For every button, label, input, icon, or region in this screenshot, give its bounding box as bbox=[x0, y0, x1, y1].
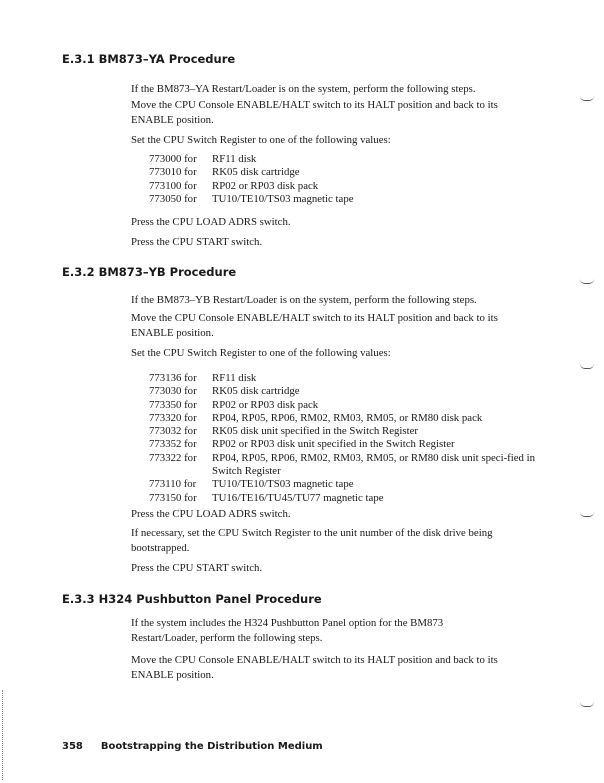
page-number: 358 bbox=[62, 741, 83, 752]
value-desc: RP02 or RP03 disk pack bbox=[212, 179, 319, 192]
paragraph: Move the CPU Console ENABLE/HALT switch to its HALT position and back to its ENABLE position. bbox=[131, 654, 498, 681]
value-code: 773050 for bbox=[149, 192, 197, 205]
list-item bbox=[149, 425, 552, 438]
value-desc: RP02 or RP03 disk pack bbox=[212, 398, 319, 411]
paragraph: Press the CPU LOAD ADRS switch. bbox=[131, 508, 291, 520]
paragraph: Set the CPU Switch Register to one of the following values: bbox=[131, 134, 391, 146]
section-heading-e33: E.3.3 H324 Pushbutton Panel Procedure bbox=[62, 592, 322, 606]
margin-mark bbox=[580, 702, 594, 707]
list-item bbox=[149, 412, 552, 425]
value-desc: TU16/TE16/TU45/TU77 magnetic tape bbox=[212, 491, 384, 504]
value-desc: RF11 disk bbox=[212, 372, 257, 384]
value-code: 773100 for bbox=[149, 179, 197, 192]
value-code: 773350 for bbox=[149, 398, 197, 411]
chapter-title: Bootstrapping the Distribution Medium bbox=[100, 741, 323, 752]
paragraph: Move the CPU Console ENABLE/HALT switch to its HALT position and back to its ENABLE position. bbox=[131, 312, 498, 339]
value-desc: RP02 or RP03 disk unit specified in the Switch Register bbox=[212, 438, 455, 451]
list-item bbox=[149, 478, 552, 491]
list-item bbox=[149, 193, 552, 206]
value-code: 773032 for bbox=[149, 425, 197, 438]
value-code: 773136 for bbox=[149, 372, 197, 384]
list-item bbox=[149, 438, 552, 451]
value-desc: RP04, RP05, RP06, RM02, RM03, RM05, or RM80 disk unit speci-fied in Switch Register bbox=[212, 451, 536, 478]
margin-mark bbox=[580, 512, 594, 517]
value-list bbox=[149, 153, 552, 206]
value-code: 773352 for bbox=[149, 438, 197, 451]
margin-mark bbox=[580, 96, 594, 101]
paragraph: Set the CPU Switch Register to one of the following values: bbox=[131, 347, 391, 359]
list-item bbox=[149, 452, 552, 479]
paragraph: If the BM873–YA Restart/Loader is on the system, perform the following steps. bbox=[131, 83, 476, 95]
list-item bbox=[149, 385, 552, 398]
value-code: 773320 for bbox=[149, 411, 197, 424]
value-code: 773000 for bbox=[149, 153, 197, 165]
value-code: 773322 for bbox=[149, 451, 197, 464]
paragraph: If the system includes the H324 Pushbutton Panel option for the BM873 Restart/Loader, perform the following steps. bbox=[131, 617, 444, 644]
value-desc: RK05 disk cartridge bbox=[212, 166, 300, 179]
value-desc: TU10/TE10/TS03 magnetic tape bbox=[212, 478, 354, 491]
value-code: 773110 for bbox=[149, 478, 197, 491]
paragraph: If the BM873–YB Restart/Loader is on the system, perform the following steps. bbox=[131, 294, 477, 306]
page-footer bbox=[62, 741, 323, 752]
paragraph: Press the CPU START switch. bbox=[131, 562, 263, 574]
value-desc: RF11 disk bbox=[212, 153, 257, 165]
paragraph: If necessary, set the CPU Switch Register to the unit number of the disk drive being bootstrapped. bbox=[131, 527, 493, 554]
value-desc: RK05 disk unit specified in the Switch Register bbox=[212, 425, 419, 438]
section-heading-e32: E.3.2 BM873–YB Procedure bbox=[62, 265, 237, 279]
value-desc: RK05 disk cartridge bbox=[212, 385, 300, 398]
margin-mark bbox=[580, 279, 594, 284]
margin-mark bbox=[580, 364, 594, 369]
value-desc: TU10/TE10/TS03 magnetic tape bbox=[212, 192, 354, 205]
page-edge bbox=[2, 690, 4, 780]
value-code: 773150 for bbox=[149, 491, 197, 504]
paragraph: Press the CPU LOAD ADRS switch. bbox=[131, 216, 291, 228]
paragraph: Press the CPU START switch. bbox=[131, 236, 263, 248]
value-code: 773030 for bbox=[149, 385, 197, 398]
list-item bbox=[149, 180, 552, 193]
list-item bbox=[149, 399, 552, 412]
paragraph: Move the CPU Console ENABLE/HALT switch to its HALT position and back to its ENABLE position. bbox=[131, 99, 498, 126]
section-heading-e31: E.3.1 BM873–YA Procedure bbox=[62, 52, 236, 66]
list-item bbox=[149, 492, 552, 505]
value-desc: RP04, RP05, RP06, RM02, RM03, RM05, or RM80 disk pack bbox=[212, 411, 483, 424]
list-item bbox=[149, 166, 552, 179]
value-list bbox=[149, 372, 552, 505]
list-item bbox=[149, 372, 552, 385]
value-code: 773010 for bbox=[149, 166, 197, 179]
list-item bbox=[149, 153, 552, 166]
